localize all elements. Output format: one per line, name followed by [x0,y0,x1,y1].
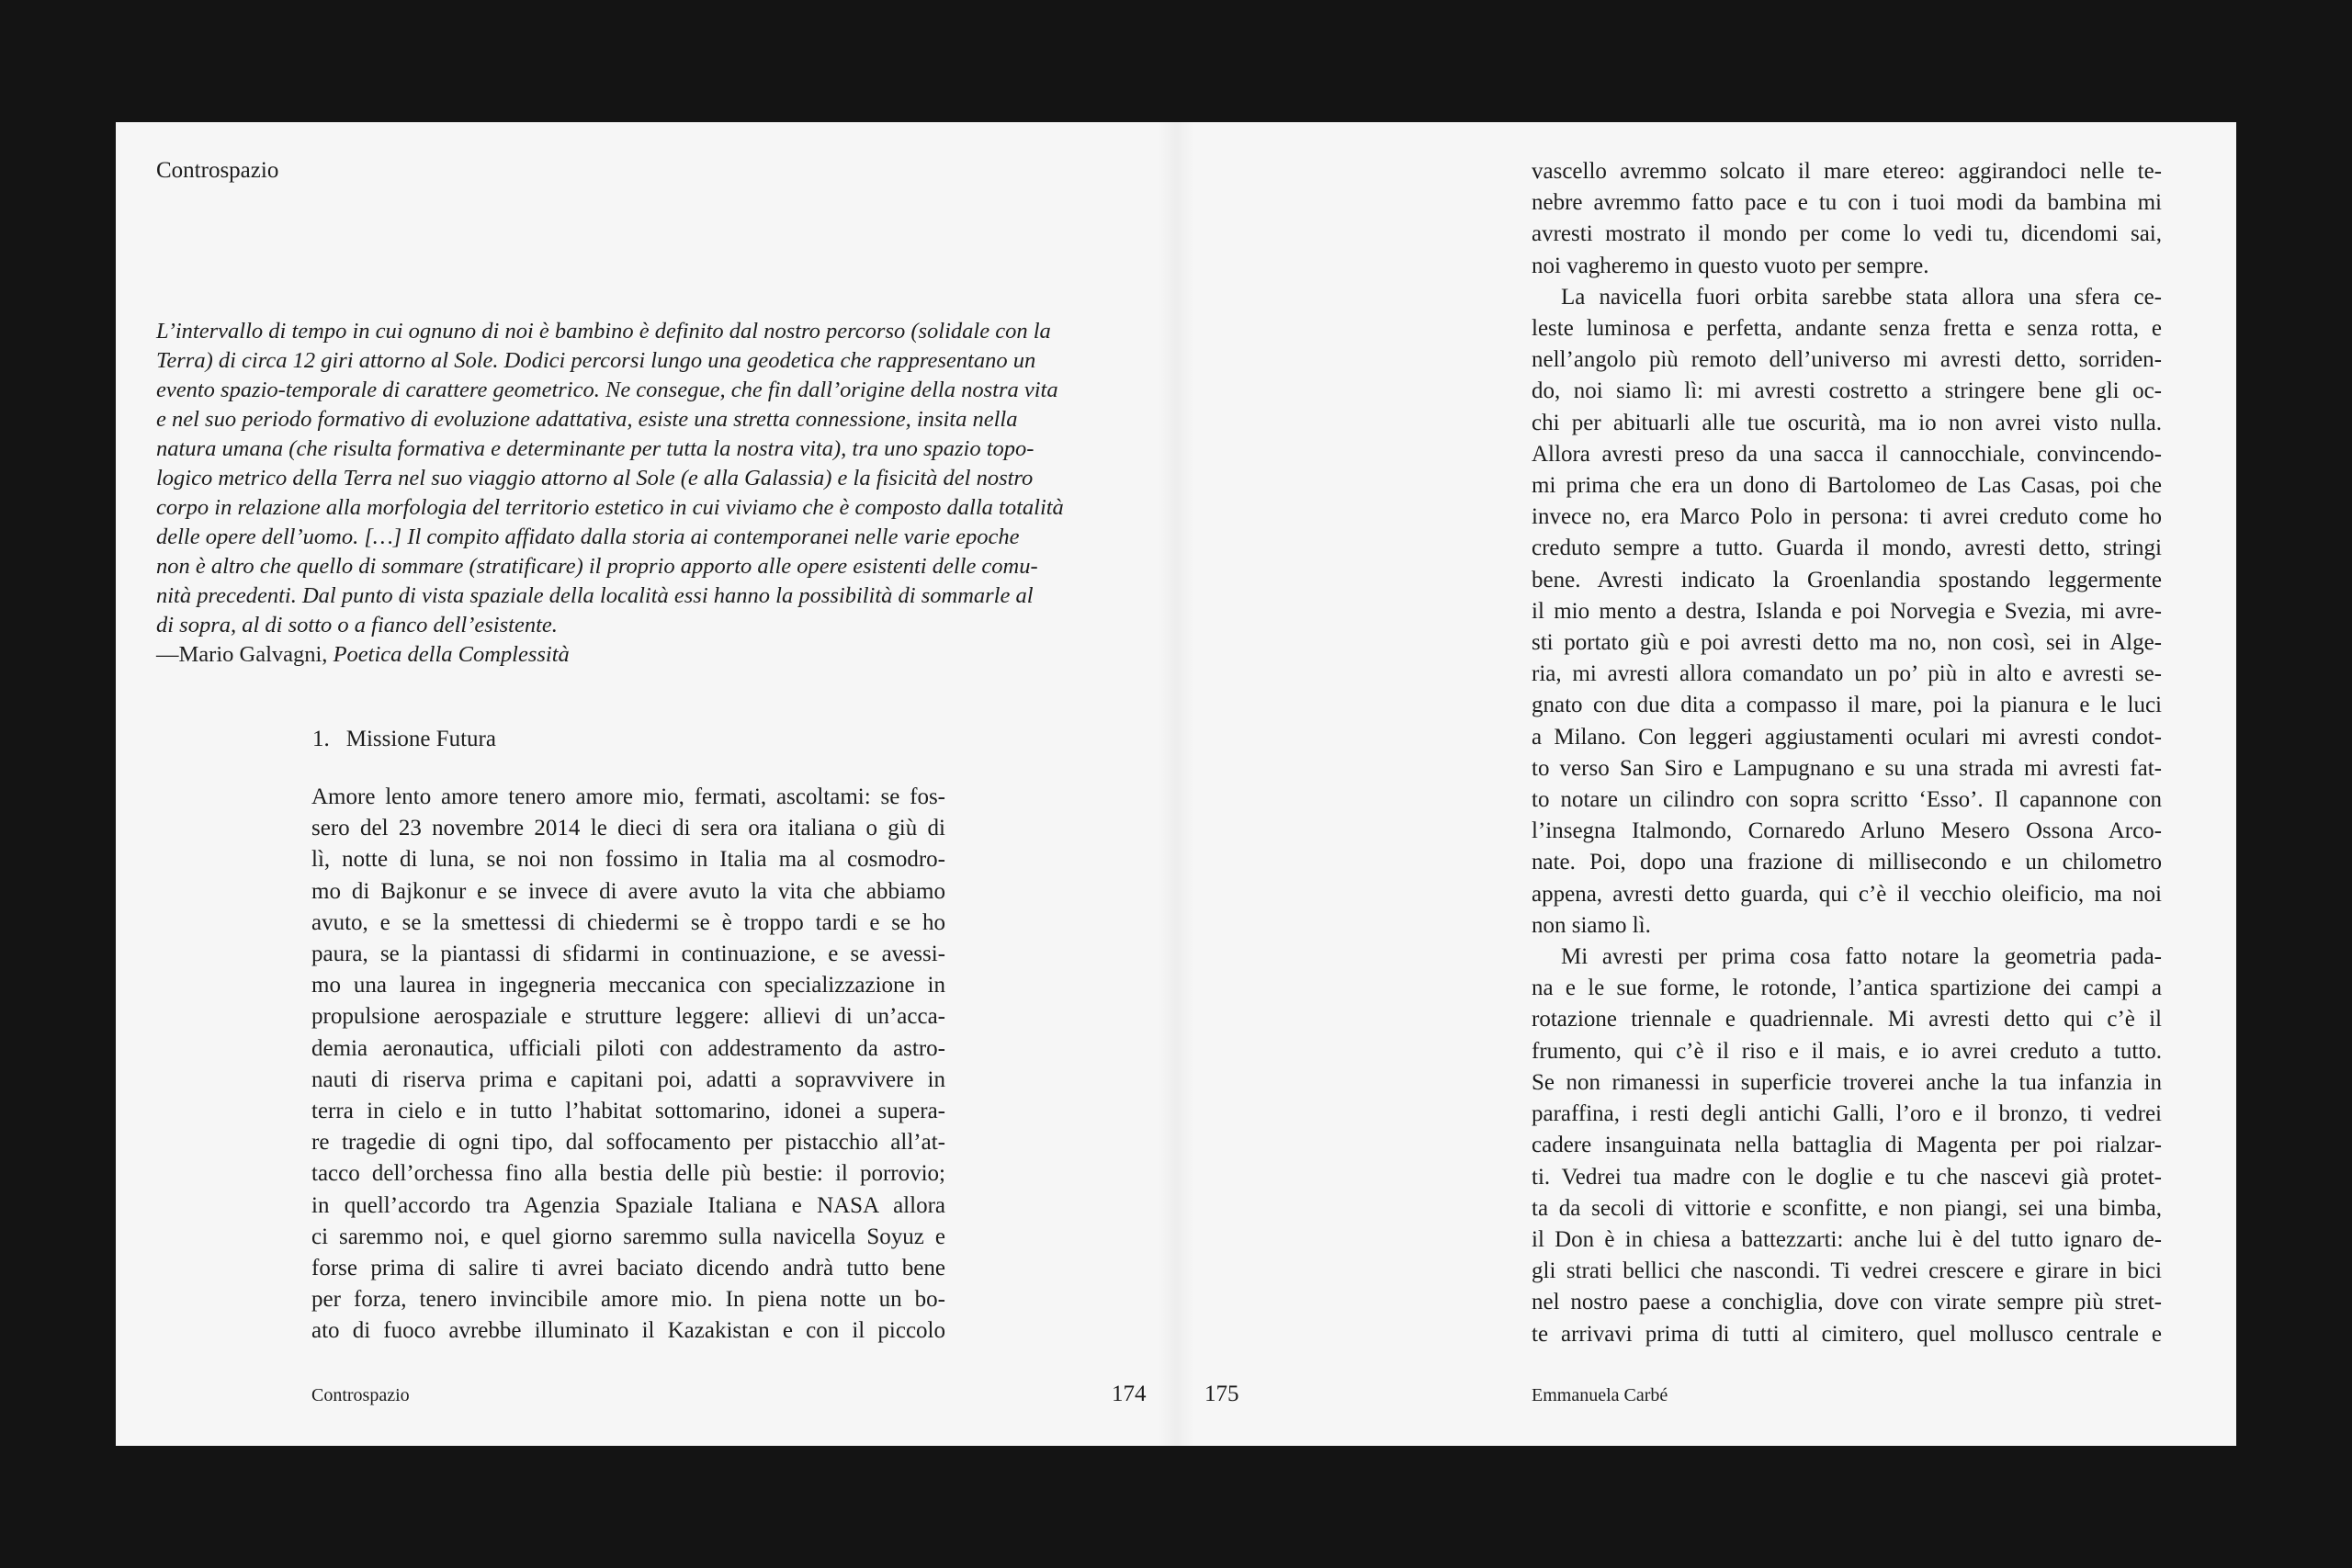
text-line: ato di fuoco avrebbe illuminato il Kazakistan e con il piccolo [311,1318,945,1344]
text-line: per forza, tenero invincibile amore mio. In piena notte un bo- [311,1287,945,1313]
left-page [116,122,1176,1446]
text-line: Se non rimanessi in superficie troverei anche la tua infanzia in [1532,1069,2162,1095]
text-line: leste luminosa e perfetta, andante senza fretta e senza rotta, e [1532,316,2162,342]
text-line: te arrivavi prima di tutti al cimitero, quel mollusco centrale e [1532,1321,2162,1347]
text-line: nate. Poi, dopo una frazione di millisecondo e un chilometro [1532,850,2162,875]
text-line: e nel suo periodo formativo di evoluzione adattativa, esiste una stretta connessione, insita nella [156,407,1018,432]
text-line: noi vagheremo in questo vuoto per sempre. [1532,253,1929,278]
text-line: gli strati bellici che nascondi. Ti vedrei crescere e girare in bici [1532,1258,2162,1284]
text-line: chi per abituarli alle tue oscurità, ma io non avrei visto nulla. [1532,410,2162,435]
text-line: nità precedenti. Dal punto di vista spaziale della località essi hanno la possibilità di sommarle al [156,583,1034,608]
text-line: evento spazio-temporale di carattere geometrico. Ne consegue, che fin dall’origine della nostra vita [156,378,1058,402]
text-line: appena, avresti detto guarda, qui c’è il vecchio oleificio, ma noi [1532,881,2162,907]
running-head: Controspazio [156,158,279,183]
text-line: nel nostro paese a conchiglia, dove con virate sempre più stret- [1532,1290,2162,1315]
text-line: non è altro che quello di sommare (stratificare) il proprio apporto alle opere esistenti delle comu- [156,554,1038,579]
text-line: forse prima di salire ti avrei baciato dicendo andrà tutto bene [311,1256,945,1281]
text-line: terra in cielo e in tutto l’habitat sottomarino, idonei a supera- [311,1099,945,1124]
text-line: gnato con due dita a compasso il mare, poi la pianura e le luci [1532,693,2162,718]
text-line: avresti mostrato il mondo per come lo vedi tu, dicendomi sai, [1532,221,2162,247]
text-line: avuto, e se la smettessi di chiedermi se è troppo tardi e se ho [311,909,945,935]
left-page-number: 174 [1112,1382,1147,1406]
text-line: a Milano. Con leggeri aggiustamenti oculari mi avresti condot- [1532,724,2162,750]
text-line: bene. Avresti indicato la Groenlandia spostando leggermente [1532,567,2162,592]
text-line: cadere insanguinata nella battaglia di Magenta per poi rialzar- [1532,1133,2162,1158]
text-line: na e le sue forme, le rotonde, l’antica spartizione dei campi a [1532,976,2162,1001]
text-line: ci saremmo noi, e quel giorno saremmo sulla navicella Soyuz e [311,1224,945,1249]
epigraph [156,317,1208,670]
text-line: lì, notte di luna, se noi non fossimo in Italia ma al cosmodro- [311,847,945,873]
section-title: Missione Futura [345,727,496,751]
text-line: to verso San Siro e Lampugnano e su una strada mi avresti fat- [1532,755,2162,781]
text-line: invece no, era Marco Polo in persona: ti avrei creduto come ho [1532,504,2162,530]
text-line: demia aeronautica, ufficiali piloti con addestramento da astro- [311,1035,945,1061]
right-footer: Emmanuela Carbé [1532,1385,1668,1405]
text-line: il Don è in chiesa a battezzarti: anche lui è del tutto ignaro de- [1532,1226,2162,1252]
text-line: paura, se la piantassi di sfidarmi in continuazione, e se avessi- [311,942,945,967]
text-line: natura umana (che risulta formativa e determinante per tutta la nostra vita), tra uno spazio topo- [156,436,1035,461]
book-spread [116,122,2236,1446]
text-line: do, noi siamo lì: mi avresti costretto a stringere bene gli oc- [1532,378,2162,404]
text-line: non siamo lì. [1532,912,1651,938]
text-line: corpo in relazione alla morfologia del territorio estetico in cui viviamo che è composto dalla totalità [156,495,1064,520]
text-line: re tragedie di ogni tipo, dal soffocamento per pistacchio all’at- [311,1130,945,1156]
section-heading [312,727,496,752]
text-line: ria, mi avresti allora comandato un po’ più in alto e avresti se- [1532,661,2162,687]
text-line: tacco dell’orchessa fino alla bestia delle più bestie: il porrovio; [311,1161,945,1187]
section-number: 1. [312,727,330,751]
right-body-text [1532,156,2162,1350]
text-line: Allora avresti preso da una sacca il cannocchiale, convincendo- [1532,441,2162,467]
text-line: di sopra, al di sotto o a fianco dell’esistente. [156,613,558,637]
epigraph-text [156,317,1208,640]
text-line: delle opere dell’uomo. […] Il compito affidato dalla storia ai contemporanei nelle varie epoche [156,525,1020,549]
text-line: mi prima che era un dono di Bartolomeo de Las Casas, poi che [1532,473,2162,499]
text-line: nauti di riserva prima e capitani poi, adatti a sopravvivere in [311,1066,945,1092]
text-line: mo una laurea in ingegneria meccanica con specializzazione in [311,973,945,998]
attribution-author: —Mario Galvagni, [156,642,328,667]
text-line: l’insegna Italmondo, Cornaredo Arluno Mesero Ossona Arco- [1532,818,2162,844]
text-line: La navicella fuori orbita sarebbe stata allora una sfera ce- [1561,284,2162,310]
text-line: creduto sempre a tutto. Guarda il mondo, avresti detto, stringi [1532,536,2162,561]
text-line: logico metrico della Terra nel suo viaggio attorno al Sole (e alla Galassia) e la fisicità del nostro [156,466,1034,491]
text-line: il mio mento a destra, Islanda e poi Norvegia e Svezia, mi avre- [1532,598,2162,624]
right-page-number: 175 [1204,1382,1239,1406]
text-line: ta da secoli di vittorie e sconfitte, e non piangi, sei una bimba, [1532,1195,2162,1221]
text-line: to notare un cilindro con sopra scritto ‘Esso’. Il capannone con [1532,787,2162,813]
text-line: sero del 23 novembre 2014 le dieci di sera ora italiana o giù di [311,816,945,841]
text-line: propulsione aerospaziale e strutture leggere: allievi di un’acca- [311,1004,945,1030]
text-line: nebre avremmo fatto pace e tu con i tuoi modi da bambina mi [1532,190,2162,216]
text-line: frumento, qui c’è il riso e il mais, e io avrei creduto a tutto. [1532,1038,2162,1064]
epigraph-attribution [156,640,1208,670]
attribution-title: Poetica della Complessità [333,642,570,667]
text-line: rotazione triennale e quadriennale. Mi avresti detto qui c’è il [1532,1007,2162,1032]
left-body-text [311,782,945,1348]
text-line: Terra) di circa 12 giri attorno al Sole. Dodici percorsi lungo una geodetica che rappresentano un [156,348,1036,373]
text-line: sti portato giù e poi avresti detto ma no, non così, sei in Alge- [1532,630,2162,656]
text-line: nell’angolo più remoto dell’universo mi avresti detto, sorriden- [1532,347,2162,373]
text-line: Mi avresti per prima cosa fatto notare la geometria pada- [1561,944,2162,970]
right-page [1176,122,2236,1446]
left-footer: Controspazio [311,1385,410,1405]
text-line: L’intervallo di tempo in cui ognuno di noi è bambino è definito dal nostro percorso (solidale con la [156,319,1051,344]
text-line: vascello avremmo solcato il mare etereo: aggirandoci nelle te- [1532,159,2162,184]
text-line: Amore lento amore tenero amore mio, fermati, ascoltami: se fos- [311,784,945,809]
text-line: in quell’accordo tra Agenzia Spaziale Italiana e NASA allora [311,1192,945,1218]
text-line: ti. Vedrei tua madre con le doglie e tu che nascevi già protet- [1532,1164,2162,1190]
text-line: paraffina, i resti degli antichi Galli, l’oro e il bronzo, ti vedrei [1532,1101,2162,1127]
text-line: mo di Bajkonur e se invece di avere avuto la vita che abbiamo [311,878,945,904]
